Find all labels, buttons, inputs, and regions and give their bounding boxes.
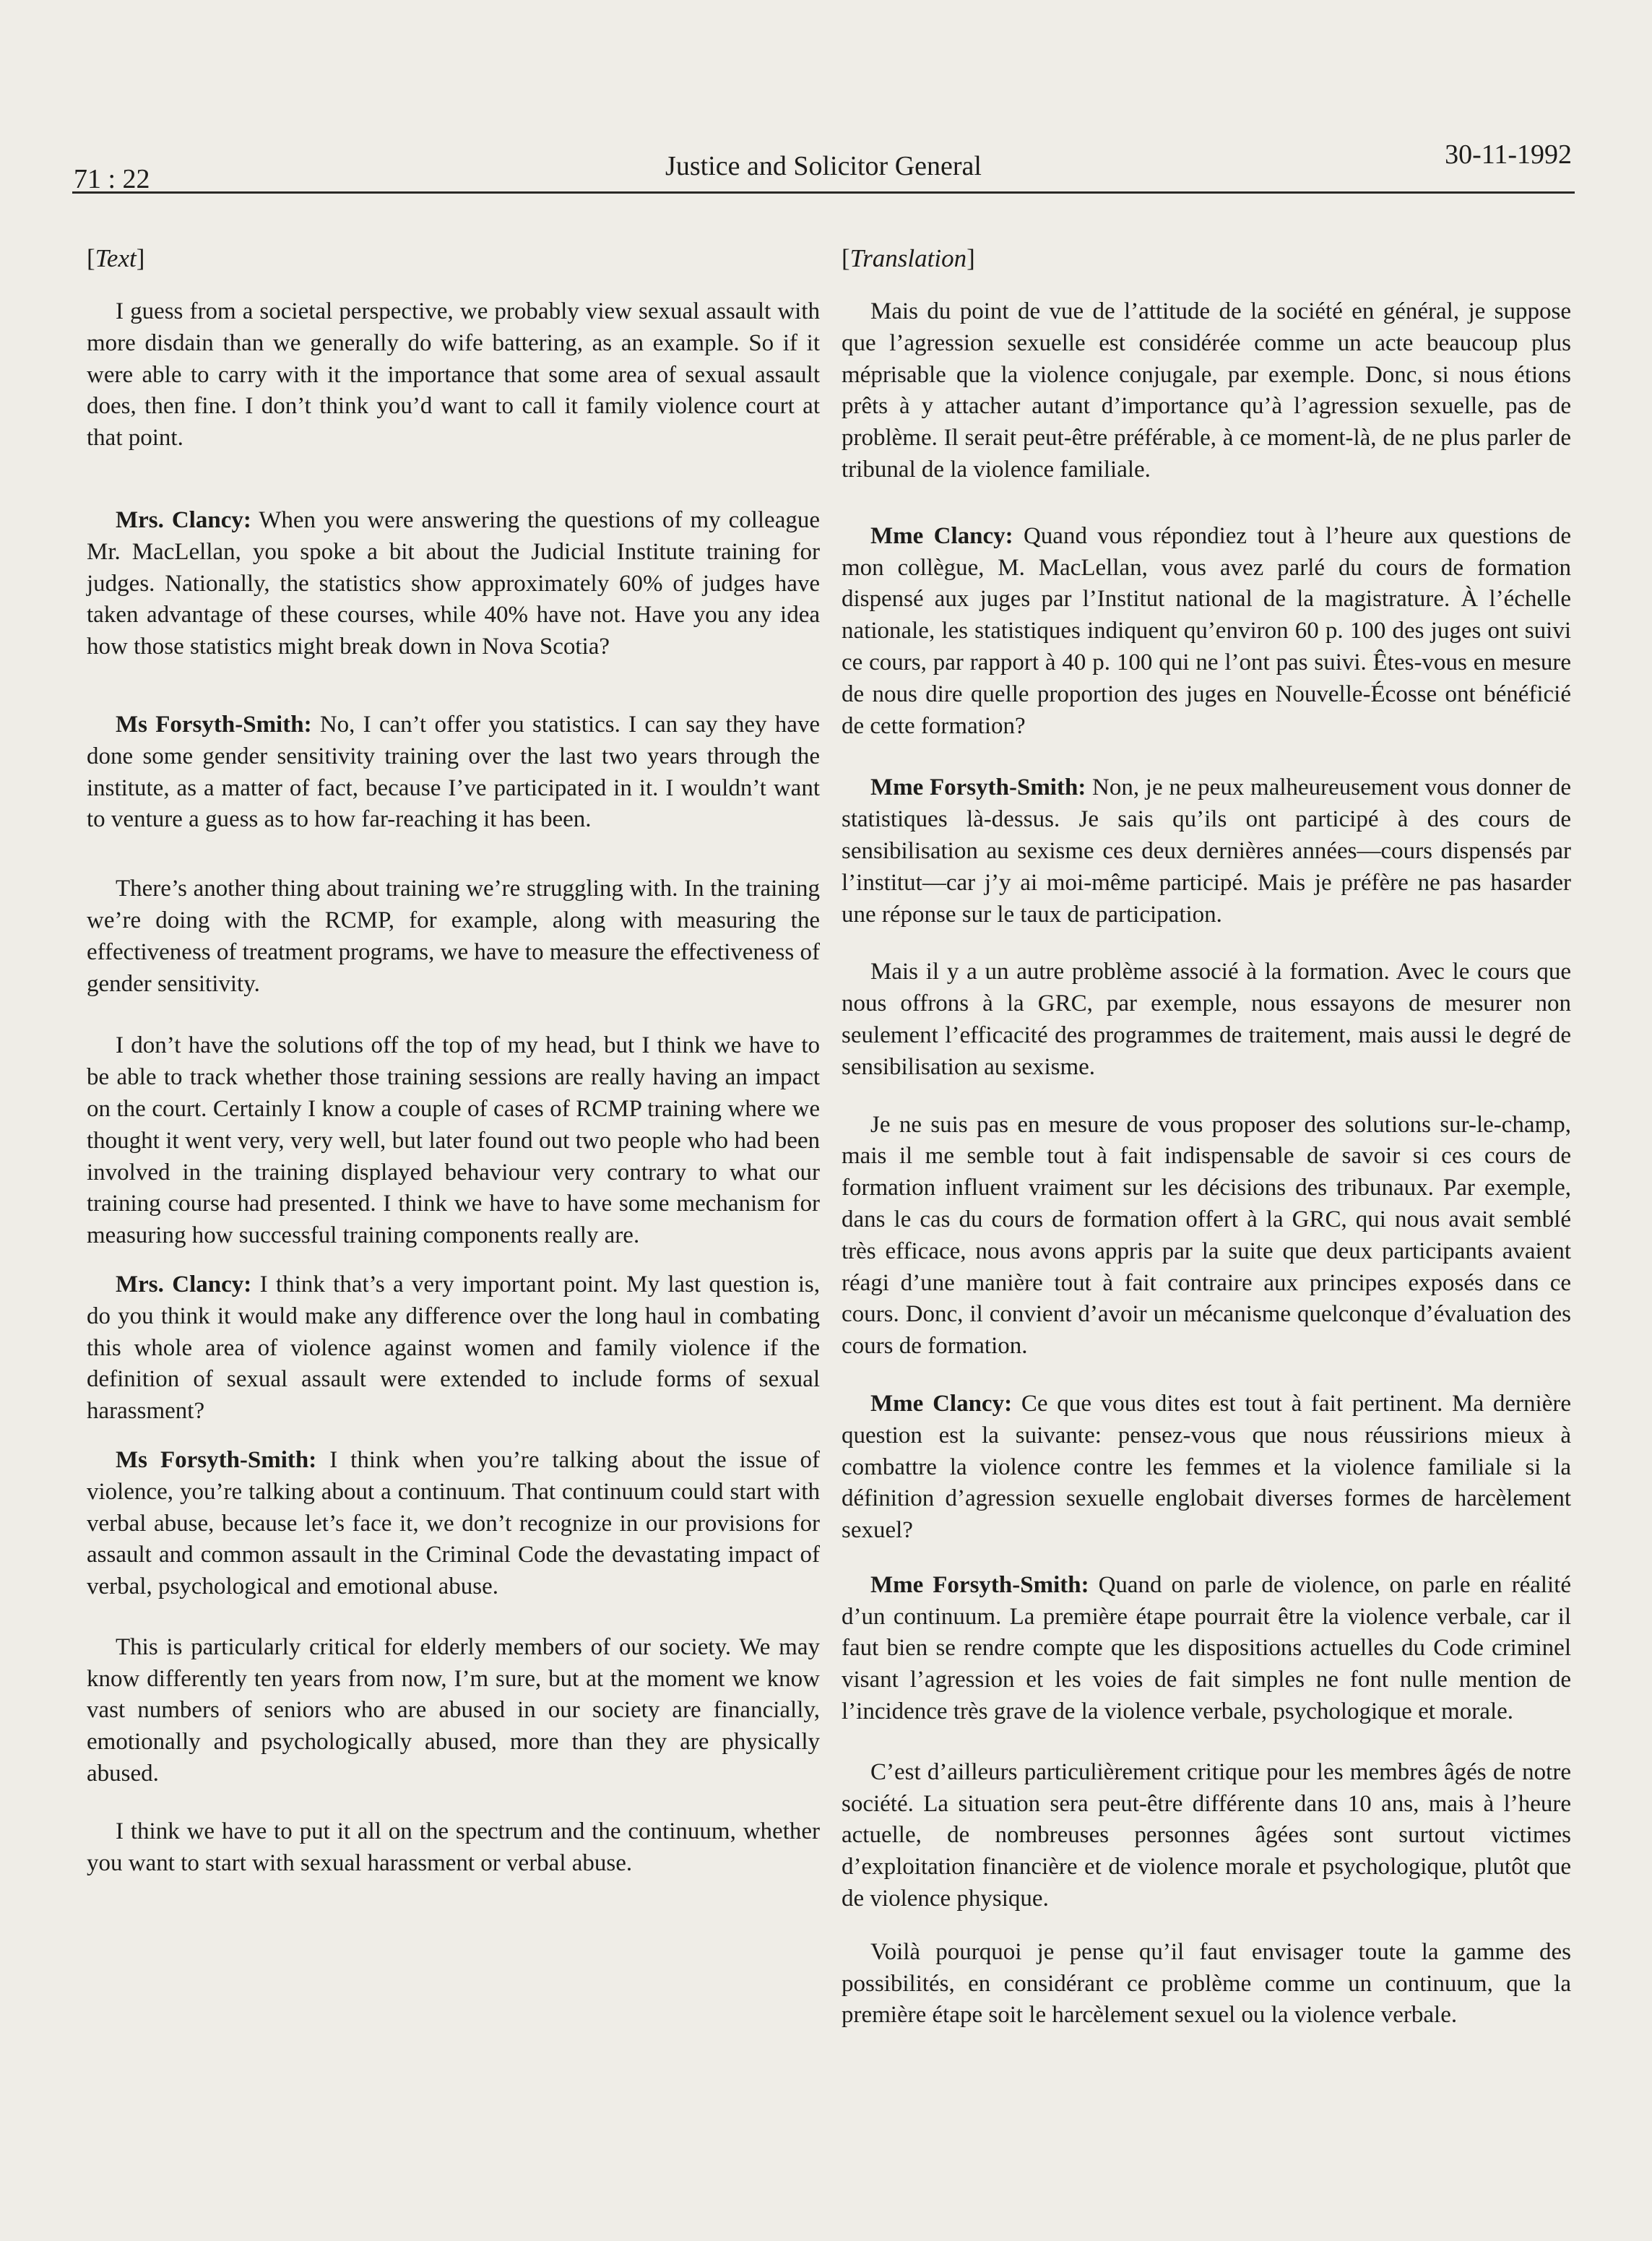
paragraph: C’est d’ailleurs particulièrement critique pour les membres âgés de notre société. La situation sera peut-être différente dans 10 ans, mais à l’heure actuelle, de nombreuses personnes âgées sont surtout victimes d’exploitation financière et de violence morale et psychologique, plutôt que de violence physique. — [842, 1758, 1571, 1912]
paragraph: Mais du point de vue de l’attitude de la société en général, je suppose que l’agression sexuelle est considérée comme un acte beaucoup plus méprisable que la violence conjugale, par exemple. Donc, si nous étions prêts à y attacher autant d’importance qu’à l’agression sexuelle, pas de problème. Il serait peut-être préférable, à ce moment-là, de ne plus parler de tribunal de la violence familiale. — [842, 298, 1571, 483]
paragraph: This is particularly critical for elderly members of our society. We may know differently ten years from now, I’m sure, but at the moment we know vast numbers of seniors who are abused in our society are financially, emotionally and psychologically abused, more than they are physically abused. — [87, 1633, 820, 1787]
header-rule — [72, 191, 1575, 194]
text-column-french — [842, 244, 1571, 2031]
column-label-text: [Text] — [87, 244, 145, 272]
paragraph: Je ne suis pas en mesure de vous proposer des solutions sur-le-champ, mais il me semble tout à fait indispensable de savoir si ces cours de formation influent vraiment sur les décisions des tribunaux. Par exemple, dans le cas du cours de formation offert à la GRC, qui nous avait semblé très efficace, nous avons appris par la suite que deux participants avaient réagi d’une manière tout à fait contraire aux principes exposés dans ce cours. Donc, il convient d’avoir un mécanisme quelconque d’évaluation des cours de formation. — [842, 1111, 1571, 1360]
paragraph: Mme Clancy: Ce que vous dites est tout à fait pertinent. Ma dernière question est la suivante: pensez-vous que nous réussirions mieux à combattre la violence contre les femmes et la violence familiale si la définition d’agression sexuelle englobait diverses formes de harcèlement sexuel? — [842, 1390, 1571, 1544]
paragraph: Mme Forsyth-Smith: Non, je ne peux malheureusement vous donner de statistiques là-dessus. Je sais qu’ils ont participé à des cours de sensibilisation au sexisme ces deux dernières années—cours dispensés par l’institut—car j’y ai moi-même participé. Mais je préfère ne pas hasarder une réponse sur le taux de participation. — [842, 774, 1571, 928]
page-number: 71 : 22 — [74, 164, 150, 194]
column-label-translation: [Translation] — [842, 244, 975, 272]
running-title: Justice and Solicitor General — [665, 151, 982, 181]
paragraph: Voilà pourquoi je pense qu’il faut envisager toute la gamme des possibilités, en considérant ce problème comme un continuum, que la première étape soit le harcèlement sexuel ou la violence verbale. — [842, 1938, 1571, 2029]
paragraph: Mrs. Clancy: I think that’s a very important point. My last question is, do you think it would make any difference over the long haul in combating this whole area of violence against women and family violence if the definition of sexual assault were extended to include forms of sexual harassment? — [87, 1271, 821, 1425]
paragraph: I think we have to put it all on the spectrum and the continuum, whether you want to start with sexual harassment or verbal abuse. — [87, 1818, 820, 1876]
paragraph: There’s another thing about training we’re struggling with. In the training we’re doing with the RCMP, for example, along with measuring the effectiveness of treatment programs, we have to measure the effectiveness of gender sensitivity. — [87, 876, 820, 997]
paragraph: Mme Clancy: Quand vous répondiez tout à l’heure aux questions de mon collègue, M. MacLellan, vous avez parlé du cours de formation dispensé aux juges par l’Institut national de la magistrature. À l’échelle nationale, les statistiques indiquent qu’environ 60 p. 100 des juges ont suivi ce cours, par rapport à 40 p. 100 qui ne l’ont pas suivi. Êtes-vous en mesure de nous dire quelle proportion des juges en Nouvelle-Écosse ont bénéficié de cette formation? — [842, 522, 1572, 739]
header-date: 30-11-1992 — [1445, 139, 1572, 170]
text-column-english — [87, 244, 820, 1879]
paragraph: I don’t have the solutions off the top of my head, but I think we have to be able to track whether those training sessions are really having an impact on the court. Certainly I know a couple of cases of RCMP training where we thought it went very, very well, but later found out two people who had been involved in the training displayed behaviour very contrary to what our training course had presented. I think we have to have some mechanism for measuring how successful training components really are. — [87, 1032, 820, 1249]
paragraph: Ms Forsyth-Smith: No, I can’t offer you statistics. I can say they have done some gender sensitivity training over the last two years through the institute, as a matter of fact, because I’ve participated in it. I wouldn’t want to venture a guess as to how far-reaching it has been. — [87, 711, 821, 833]
paragraph: Mrs. Clancy: When you were answering the questions of my colleague Mr. MacLellan, you spoke a bit about the Judicial Institute training for judges. Nationally, the statistics show approximately 60% of judges have taken advantage of these courses, while 40% have not. Have you any idea how those statistics might break down in Nova Scotia? — [87, 506, 820, 660]
paragraph: Mais il y a un autre problème associé à la formation. Avec le cours que nous offrons à la GRC, par exemple, nous essayons de mesurer non seulement l’efficacité des programmes de traitement, mais aussi le degré de sensibilisation au sexisme. — [842, 959, 1571, 1080]
paragraph: I guess from a societal perspective, we probably view sexual assault with more disdain than we generally do wife battering, as an example. So if it were able to carry with it the importance that some area of sexual assault does, then fine. I don’t think you’d want to call it family violence court at that point. — [87, 298, 820, 452]
page-header — [72, 139, 1575, 193]
paragraph: Mme Forsyth-Smith: Quand on parle de violence, on parle en réalité d’un continuum. La première étape pourrait être la violence verbale, car il faut bien se rendre compte que les dispositions actuelles du Code criminel visant l’agression et les voies de fait simples ne font nulle mention de l’incidence très grave de la violence verbale, psychologique et morale. — [842, 1571, 1572, 1725]
paragraph: Ms Forsyth-Smith: I think when you’re talking about the issue of violence, you’re talking about a continuum. That continuum could start with verbal abuse, because let’s face it, we don’t recognize in our provisions for assault and common assault in the Criminal Code the devastating impact of verbal, psychological and emotional abuse. — [87, 1446, 821, 1600]
